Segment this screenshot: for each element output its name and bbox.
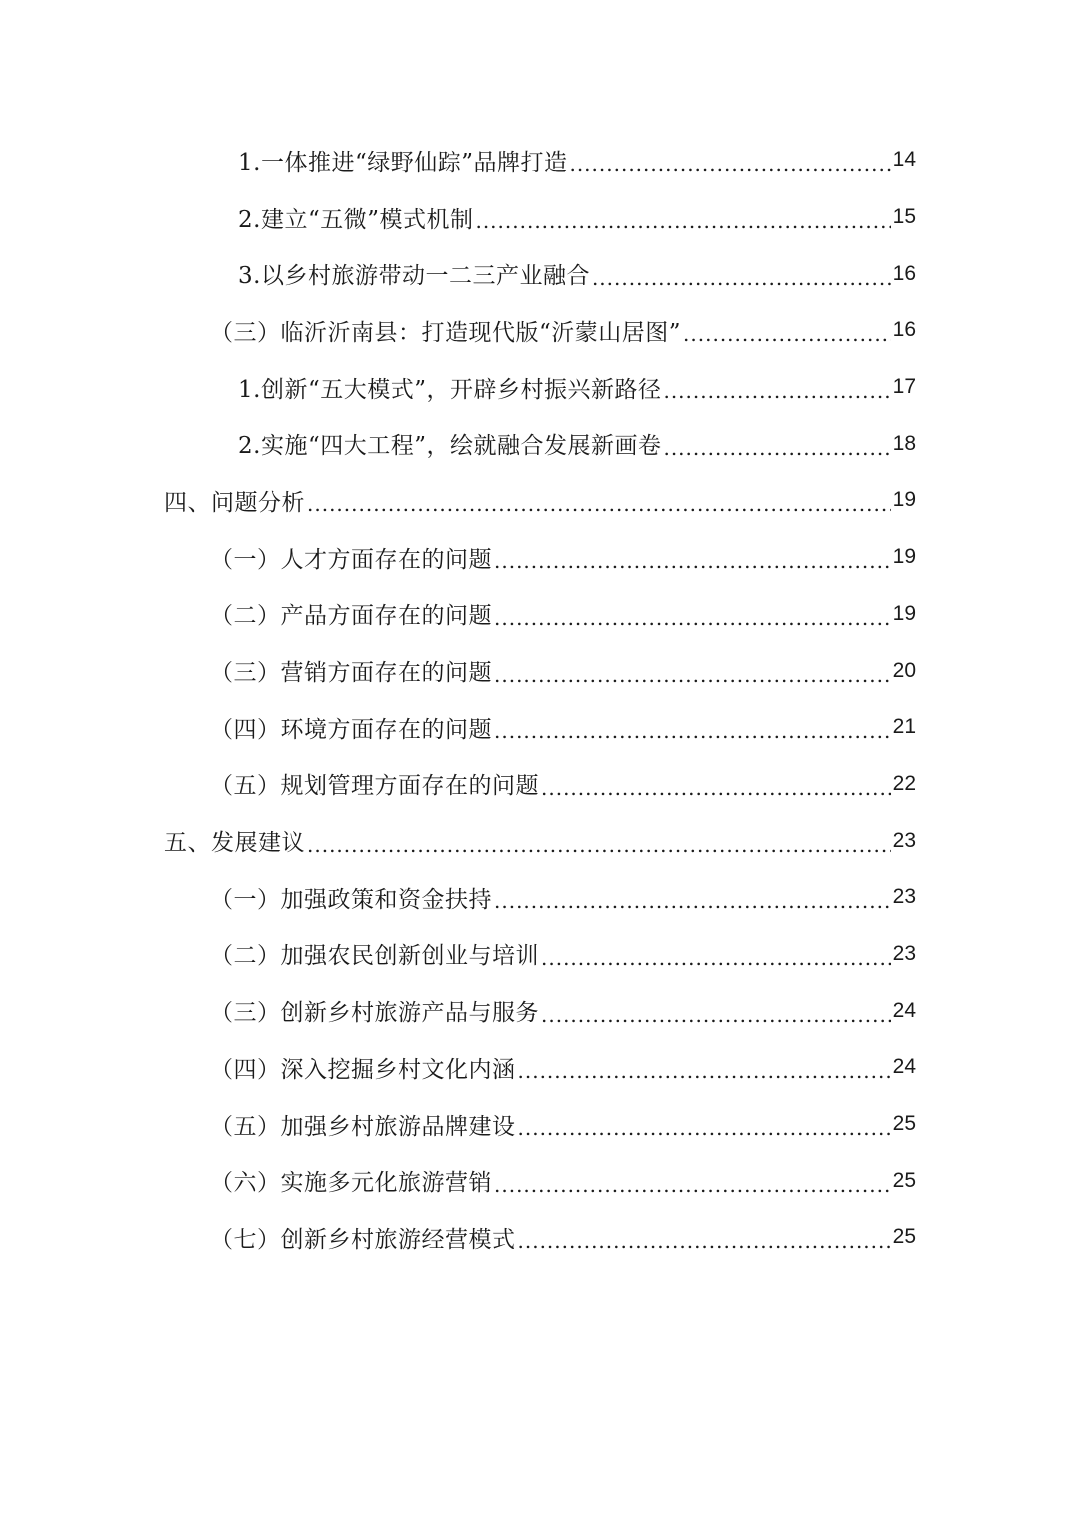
toc-dot-leader (541, 1003, 891, 1027)
toc-entry-page: 23 (892, 885, 916, 909)
toc-entry-page: 25 (892, 1225, 916, 1249)
toc-dot-leader (494, 889, 891, 913)
toc-entry-page: 19 (892, 488, 916, 512)
toc-dot-leader (518, 1116, 891, 1140)
toc-entry-title: 2.建立“五微”模式机制 (238, 206, 474, 233)
toc-entry-title: （二）产品方面存在的问题 (210, 603, 492, 630)
toc-entry-title: 四、问题分析 (164, 489, 305, 516)
toc-entry[interactable] (0, 812, 1080, 869)
toc-dot-leader (541, 946, 891, 970)
toc-entry-title: 2.实施“四大工程”，绘就融合发展新画卷 (238, 433, 662, 460)
toc-entry-page: 16 (892, 261, 916, 285)
toc-entry[interactable] (0, 642, 1080, 699)
toc-entry-title: （三）创新乡村旅游产品与服务 (210, 1000, 539, 1027)
toc-dot-leader (494, 606, 891, 630)
toc-entry[interactable] (0, 189, 1080, 246)
toc-entry[interactable] (0, 982, 1080, 1039)
toc-entry-page: 19 (892, 601, 916, 625)
toc-entry-title: 3.以乡村旅游带动一二三产业融合 (238, 263, 590, 290)
toc-entry[interactable] (0, 869, 1080, 926)
toc-entry-title: 1.一体推进“绿野仙踪”品牌打造 (238, 149, 568, 176)
toc-dot-leader (683, 322, 891, 346)
toc-entry-page: 24 (892, 1055, 916, 1079)
toc-entry-title: （三）营销方面存在的问题 (210, 660, 492, 687)
toc-entry[interactable] (0, 926, 1080, 983)
toc-entry[interactable] (0, 699, 1080, 756)
toc-entry-page: 19 (892, 545, 916, 569)
toc-entry[interactable] (0, 1096, 1080, 1153)
toc-entry[interactable] (0, 1039, 1080, 1096)
toc-dot-leader (569, 152, 890, 176)
toc-entry-title: （五）加强乡村旅游品牌建设 (210, 1113, 516, 1140)
toc-dot-leader (307, 833, 891, 857)
toc-entry-title: （三）临沂沂南县：打造现代版“沂蒙山居图” (210, 319, 682, 346)
toc-dot-leader (494, 663, 891, 687)
table-of-contents (0, 132, 1080, 1266)
toc-dot-leader (592, 266, 891, 290)
toc-entry-title: （六）实施多元化旅游营销 (210, 1170, 492, 1197)
toc-entry[interactable] (0, 1152, 1080, 1209)
toc-entry-page: 20 (892, 658, 916, 682)
toc-entry-page: 21 (892, 715, 916, 739)
toc-dot-leader (494, 549, 891, 573)
toc-entry-page: 25 (892, 1112, 916, 1136)
toc-entry-page: 25 (892, 1168, 916, 1192)
toc-entry[interactable] (0, 302, 1080, 359)
toc-entry[interactable] (0, 472, 1080, 529)
toc-entry-page: 22 (892, 771, 916, 795)
toc-entry-title: （一）加强政策和资金扶持 (210, 886, 492, 913)
toc-entry-page: 17 (892, 375, 916, 399)
toc-entry-page: 14 (892, 148, 916, 172)
toc-entry-title: 五、发展建议 (164, 830, 305, 857)
toc-entry-title: （七）创新乡村旅游经营模式 (210, 1226, 516, 1253)
toc-entry[interactable] (0, 359, 1080, 416)
toc-entry[interactable] (0, 245, 1080, 302)
toc-entry-page: 15 (892, 205, 916, 229)
toc-entry-title: （五）规划管理方面存在的问题 (210, 773, 539, 800)
toc-entry-title: （四）深入挖掘乡村文化内涵 (210, 1056, 516, 1083)
toc-entry-page: 16 (892, 318, 916, 342)
toc-dot-leader (663, 436, 890, 460)
toc-dot-leader (494, 719, 891, 743)
toc-dot-leader (663, 379, 890, 403)
toc-entry[interactable] (0, 529, 1080, 586)
toc-entry-page: 23 (892, 828, 916, 852)
toc-entry-page: 18 (892, 431, 916, 455)
toc-dot-leader (541, 776, 891, 800)
toc-dot-leader (518, 1229, 891, 1253)
toc-entry-title: （二）加强农民创新创业与培训 (210, 943, 539, 970)
toc-dot-leader (307, 492, 891, 516)
toc-entry[interactable] (0, 756, 1080, 813)
toc-dot-leader (475, 209, 890, 233)
toc-entry[interactable] (0, 586, 1080, 643)
toc-entry-title: 1.创新“五大模式”，开辟乡村振兴新路径 (238, 376, 662, 403)
toc-entry-title: （一）人才方面存在的问题 (210, 546, 492, 573)
toc-dot-leader (518, 1059, 891, 1083)
toc-entry[interactable] (0, 132, 1080, 189)
toc-dot-leader (494, 1173, 891, 1197)
toc-entry-page: 24 (892, 998, 916, 1022)
toc-entry[interactable] (0, 415, 1080, 472)
toc-entry[interactable] (0, 1209, 1080, 1266)
toc-entry-page: 23 (892, 941, 916, 965)
toc-entry-title: （四）环境方面存在的问题 (210, 716, 492, 743)
